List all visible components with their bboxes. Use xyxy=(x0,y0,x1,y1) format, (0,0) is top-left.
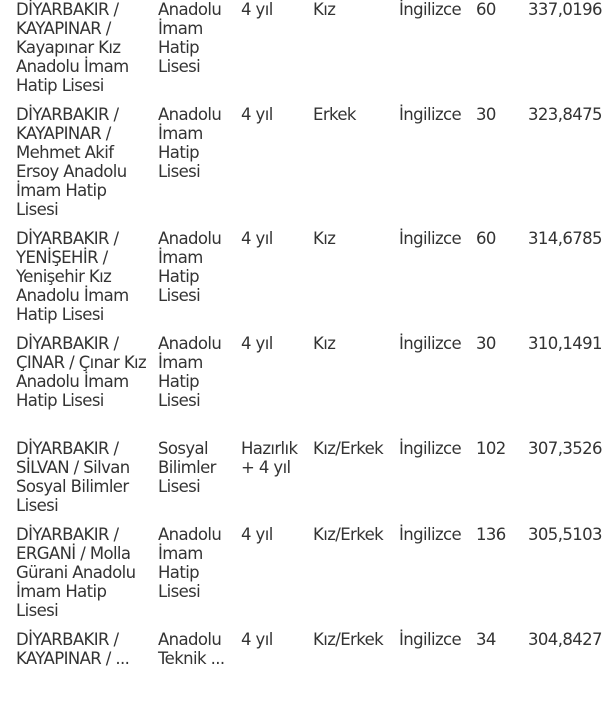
table-row xyxy=(0,97,612,221)
score-cell: 314,6785 xyxy=(528,229,602,248)
gender-cell: Kız xyxy=(313,0,336,19)
table-row xyxy=(0,0,612,97)
school-type-cell: Anadolu İmam Hatip Lisesi xyxy=(158,105,222,181)
duration-cell: Hazırlık + 4 yıl xyxy=(241,439,298,477)
score-cell: 304,8427 xyxy=(528,630,602,649)
table-row xyxy=(0,431,612,517)
duration-cell: 4 yıl xyxy=(241,229,273,248)
score-cell: 307,3526 xyxy=(528,439,602,458)
table-row xyxy=(0,622,612,727)
language-cell: İngilizce xyxy=(399,334,462,353)
school-name-cell: DİYARBAKIR / ERGANİ / Molla Gürani Anadolu İmam Hatip Lisesi xyxy=(16,525,136,620)
duration-cell: 4 yıl xyxy=(241,630,273,649)
gender-cell: Kız/Erkek xyxy=(313,630,384,649)
gender-cell: Erkek xyxy=(313,105,356,124)
duration-cell: 4 yıl xyxy=(241,334,273,353)
language-cell: İngilizce xyxy=(399,525,462,544)
table-row xyxy=(0,326,612,431)
school-name-cell: DİYARBAKIR / KAYAPINAR / Mehmet Akif Ersoy Anadolu İmam Hatip Lisesi xyxy=(16,105,127,219)
quota-cell: 34 xyxy=(476,630,496,649)
quota-cell: 30 xyxy=(476,105,496,124)
gender-cell: Kız xyxy=(313,229,336,248)
quota-cell: 60 xyxy=(476,229,496,248)
duration-cell: 4 yıl xyxy=(241,525,273,544)
quota-cell: 102 xyxy=(476,439,506,458)
table-row xyxy=(0,517,612,622)
table-row xyxy=(0,221,612,326)
language-cell: İngilizce xyxy=(399,229,462,248)
quota-cell: 60 xyxy=(476,0,496,19)
quota-cell: 136 xyxy=(476,525,506,544)
score-cell: 305,5103 xyxy=(528,525,602,544)
school-name-cell: DİYARBAKIR / YENİŞEHİR / Yenişehir Kız Anadolu İmam Hatip Lisesi xyxy=(16,229,129,324)
language-cell: İngilizce xyxy=(399,439,462,458)
score-cell: 310,1491 xyxy=(528,334,602,353)
gender-cell: Kız/Erkek xyxy=(313,439,384,458)
school-type-cell: Sosyal Bilimler Lisesi xyxy=(158,439,216,496)
duration-cell: 4 yıl xyxy=(241,0,273,19)
language-cell: İngilizce xyxy=(399,105,462,124)
school-type-cell: Anadolu İmam Hatip Lisesi xyxy=(158,525,222,601)
gender-cell: Kız/Erkek xyxy=(313,525,384,544)
school-name-cell: DİYARBAKIR / KAYAPINAR / Kayapınar Kız Anadolu İmam Hatip Lisesi xyxy=(16,0,129,95)
duration-cell: 4 yıl xyxy=(241,105,273,124)
school-name-cell: DİYARBAKIR / KAYAPINAR / ... xyxy=(16,630,130,668)
quota-cell: 30 xyxy=(476,334,496,353)
school-name-cell: DİYARBAKIR / ÇINAR / Çınar Kız Anadolu İmam Hatip Lisesi xyxy=(16,334,147,410)
school-type-cell: Anadolu İmam Hatip Lisesi xyxy=(158,334,222,410)
school-type-cell: Anadolu İmam Hatip Lisesi xyxy=(158,229,222,305)
school-name-cell: DİYARBAKIR / SİLVAN / Silvan Sosyal Bilimler Lisesi xyxy=(16,439,130,515)
score-cell: 337,0196 xyxy=(528,0,602,19)
school-type-cell: Anadolu İmam Hatip Lisesi xyxy=(158,0,222,76)
language-cell: İngilizce xyxy=(399,630,462,649)
language-cell: İngilizce xyxy=(399,0,462,19)
school-type-cell: Anadolu Teknik ... xyxy=(158,630,225,668)
gender-cell: Kız xyxy=(313,334,336,353)
score-cell: 323,8475 xyxy=(528,105,602,124)
